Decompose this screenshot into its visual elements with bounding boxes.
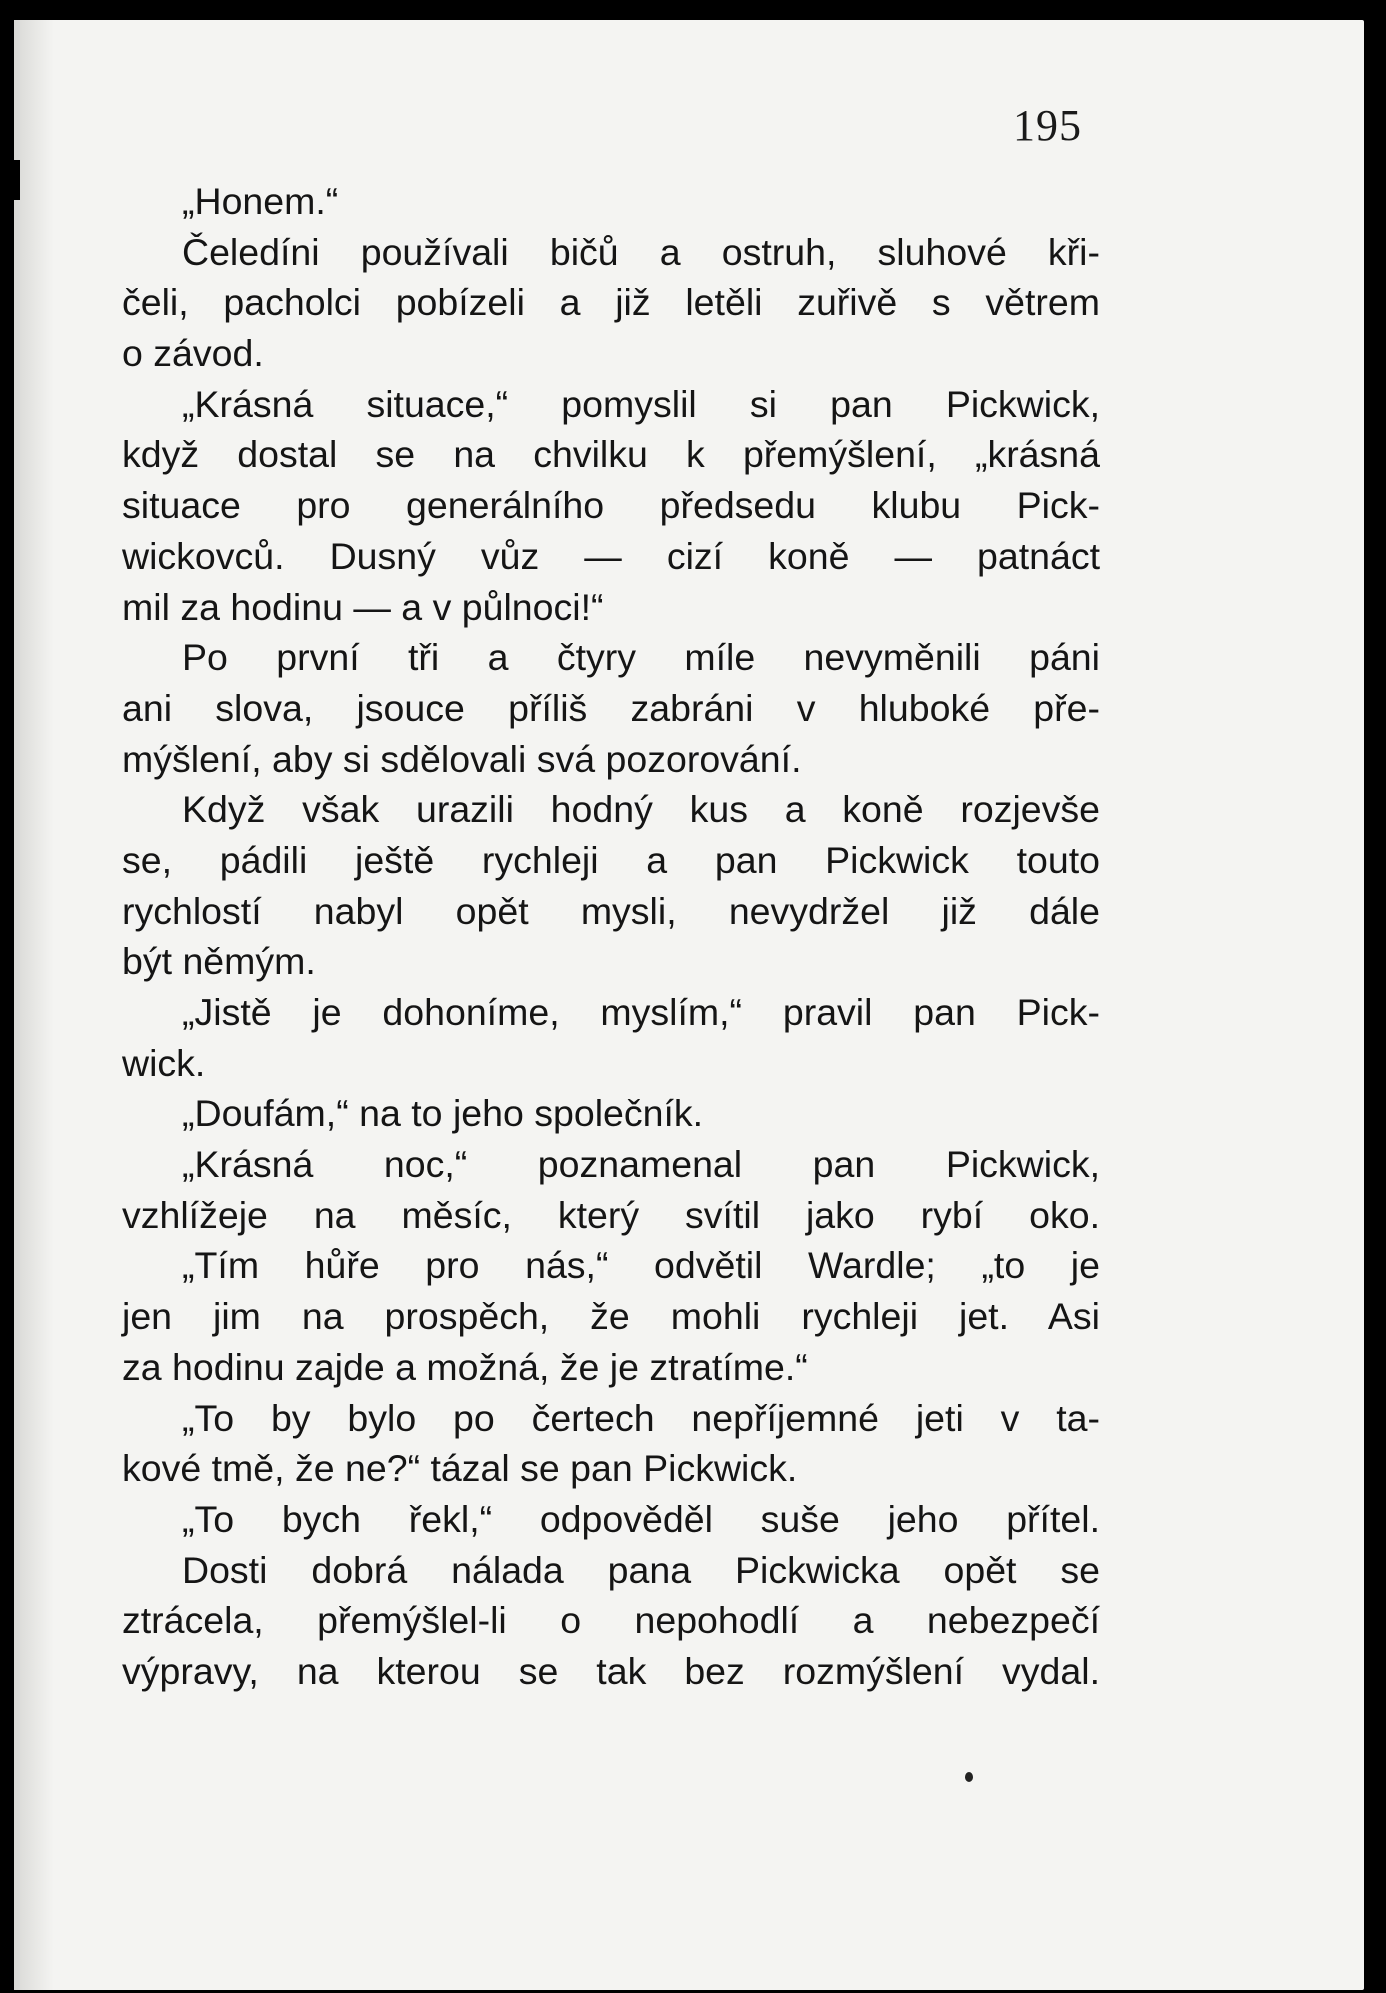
text-line: „Krásná situace,“ pomyslil si pan Pickwick, (182, 382, 1100, 425)
text-line: wick. (122, 1041, 206, 1084)
text-line: „Tím hůře pro nás,“ odvětil Wardle; „to je (182, 1244, 1100, 1287)
text-line: být němým. (122, 940, 316, 983)
text-line: rychlostí nabyl opět mysli, nevydržel již dále (122, 889, 1100, 932)
text-line: výpravy, na kterou se tak bez rozmýšlení vydal. (122, 1649, 1100, 1692)
text-line: ztrácela, přemýšlel-li o nepohodlí a nebezpečí (122, 1599, 1100, 1642)
page-edge-mark (14, 160, 20, 200)
text-line: situace pro generálního předsedu klubu Pick- (122, 484, 1100, 527)
text-line: jen jim na prospěch, že mohli rychleji jet. Asi (122, 1295, 1100, 1338)
text-line: „To bych řekl,“ odpověděl suše jeho přítel. (182, 1497, 1100, 1540)
text-line: kové tmě, že ne?“ tázal se pan Pickwick. (122, 1447, 798, 1490)
text-line: za hodinu zajde a možná, že je ztratíme.“ (122, 1345, 808, 1388)
body-text (122, 176, 1100, 1697)
text-line: mil za hodinu — a v půlnoci!“ (122, 585, 604, 628)
stray-dot-mark (965, 1772, 973, 1782)
text-line: se, pádili ještě rychleji a pan Pickwick touto (122, 838, 1100, 881)
page-number: 195 (1013, 101, 1082, 150)
text-line: čeli, pacholci pobízeli a již letěli zuřivě s větrem (122, 281, 1100, 324)
text-line: „To by bylo po čertech nepříjemné jeti v ta- (182, 1396, 1100, 1439)
text-line: Dosti dobrá nálada pana Pickwicka opět se (182, 1548, 1100, 1591)
text-line: „Doufám,“ na to jeho společník. (182, 1092, 704, 1135)
text-line: vzhlížeje na měsíc, který svítil jako rybí oko. (122, 1193, 1100, 1236)
text-line: „Jistě je dohoníme, myslím,“ pravil pan Pick- (182, 991, 1100, 1033)
text-line: mýšlení, aby si sdělovali svá pozorování. (122, 737, 802, 780)
text-line: wickovců. Dusný vůz — cizí koně — patnáct (122, 534, 1100, 577)
text-line: „Krásná noc,“ poznamenal pan Pickwick, (182, 1143, 1100, 1186)
text-line: Když však urazili hodný kus a koně rozjevše (182, 788, 1100, 831)
text-line: ani slova, jsouce příliš zabráni v hluboké pře- (122, 686, 1100, 729)
text-line: Po první tři a čtyry míle nevyměnili páni (182, 636, 1100, 679)
text-line: když dostal se na chvilku k přemýšlení, „krásná (122, 433, 1100, 476)
text-line: o závod. (122, 332, 264, 375)
text-line: Čeledíni používali bičů a ostruh, sluhové kři- (182, 230, 1100, 273)
page-gutter-shade (14, 20, 54, 1990)
text-line: „Honem.“ (182, 180, 339, 222)
